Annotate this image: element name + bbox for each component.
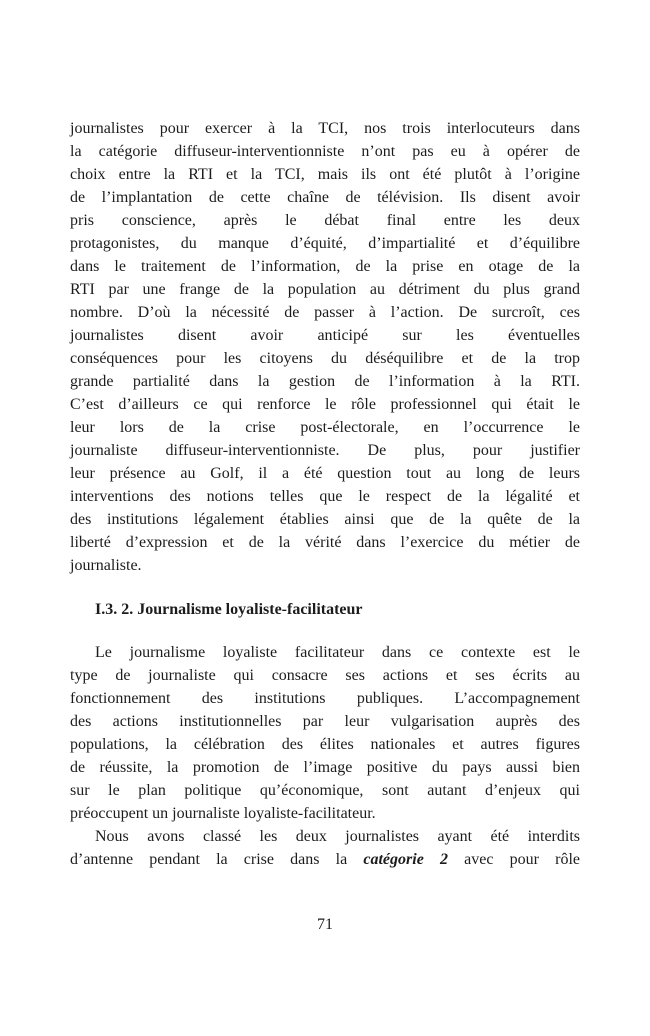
text-line: des actions institutionnelles par leur vulgarisation auprès des — [70, 713, 580, 730]
text-line: liberté d’expression et de la vérité dans l’exercice du métier de — [70, 534, 580, 551]
text-line: fonctionnement des institutions publiques. L’accompagnement — [70, 690, 580, 707]
text-line: journalistes disent avoir anticipé sur les éventuelles — [70, 327, 580, 344]
text-line: de l’implantation de cette chaîne de télévision. Ils disent avoir — [70, 189, 580, 206]
text-line: choix entre la RTI et la TCI, mais ils ont été plutôt à l’origine — [70, 166, 580, 183]
text-line: la catégorie diffuseur-interventionniste n’ont pas eu à opérer de — [70, 143, 580, 160]
page-number: 71 — [317, 916, 333, 933]
plain-text: avec pour rôle — [447, 851, 580, 868]
text-line: I.3. 2. Journalisme loyaliste-facilitateur — [95, 601, 363, 618]
text-line: interventions des notions telles que le respect de la légalité et — [70, 488, 580, 505]
emphasized-text: catégorie 2 — [363, 851, 448, 868]
text-line: grande partialité dans la gestion de l’information à la RTI. — [70, 373, 580, 390]
text-line: journalistes pour exercer à la TCI, nos trois interlocuteurs dans — [70, 120, 580, 137]
text-line: des institutions légalement établies ainsi que de la quête de la — [70, 511, 580, 528]
text-line: journaliste. — [70, 557, 142, 574]
text-line: nombre. D’où la nécessité de passer à l’action. De surcroît, ces — [70, 304, 580, 321]
text-line: RTI par une frange de la population au détriment du plus grand — [70, 281, 580, 298]
text-line: Nous avons classé les deux journalistes ayant été interdits — [95, 828, 580, 845]
text-line: protagonistes, du manque d’équité, d’impartialité et d’équilibre — [70, 235, 580, 252]
paragraph-categorie-2 — [70, 825, 580, 871]
text-line: C’est d’ailleurs ce qui renforce le rôle professionnel qui était le — [70, 396, 580, 413]
text-line: leur présence au Golf, il a été question tout au long de leurs — [70, 465, 580, 482]
text-line: Le journalisme loyaliste facilitateur dans ce contexte est le — [95, 644, 580, 661]
body-text — [70, 117, 580, 871]
paragraph-continuation — [70, 117, 580, 577]
paragraph-loyaliste-facilitateur — [70, 641, 580, 825]
text-line: populations, la célébration des élites nationales et autres figures — [70, 736, 580, 753]
text-line: leur lors de la crise post-électorale, en l’occurrence le — [70, 419, 580, 436]
text-line: journaliste diffuseur-interventionniste. De plus, pour justifier — [70, 442, 580, 459]
text-line: préoccupent un journaliste loyaliste-facilitateur. — [70, 805, 376, 822]
plain-text: d’antenne pendant la crise dans la — [70, 851, 364, 868]
text-line: type de journaliste qui consacre ses actions et ses écrits au — [70, 667, 580, 684]
text-line: de réussite, la promotion de l’image positive du pays aussi bien — [70, 759, 580, 776]
text-line-rich — [70, 848, 580, 871]
section-heading — [70, 598, 580, 621]
text-line: pris conscience, après le débat final entre les deux — [70, 212, 580, 229]
text-line: dans le traitement de l’information, de la prise en otage de la — [70, 258, 580, 275]
text-line: sur le plan politique qu’économique, sont autant d’enjeux qui — [70, 782, 580, 799]
text-line: conséquences pour les citoyens du déséquilibre et de la trop — [70, 350, 580, 367]
